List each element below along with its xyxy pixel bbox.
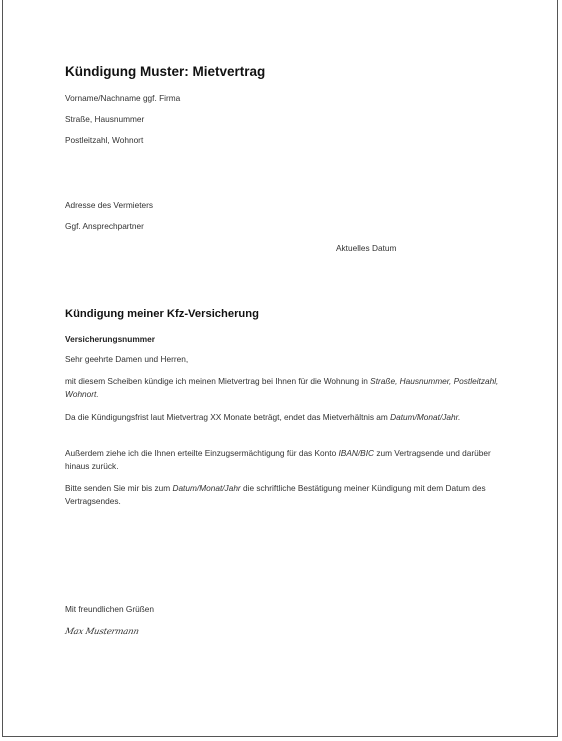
sender-city: Postleitzahl, Wohnort: [65, 135, 144, 145]
paragraph-3-iban: IBAN/BIC: [338, 448, 375, 458]
recipient-address: Adresse des Vermieters: [65, 200, 154, 210]
paragraph-4-text-end: die schriftliche Bestätigung meiner Kündigung mit dem Datum des Vertragsendes.: [65, 483, 486, 506]
policy-number-label: Versicherungsnummer: [65, 334, 155, 344]
paragraph-2: [65, 411, 505, 424]
paragraph-1-address: Straße, Hausnummer, Postleitzahl, Wohnort.: [65, 376, 499, 399]
paragraph-4: [65, 482, 505, 507]
sender-street: Straße, Hausnummer: [65, 114, 145, 124]
signature: Max Mustermann: [63, 627, 140, 637]
paragraph-1-text: mit diesem Scheiben kündige ich meinen Mietvertrag bei Ihnen für die Wohnung in: [65, 376, 371, 386]
document-page: [2, 0, 558, 737]
paragraph-4-date: Datum/Monat/Jahr: [172, 483, 241, 493]
letter-subject: Kündigung meiner Kfz-Versicherung: [65, 308, 259, 320]
paragraph-2-text: Da die Kündigungsfrist laut Mietvertrag XX Monate beträgt, endet das Mietverhältnis am: [65, 412, 391, 422]
letter-date: Aktuelles Datum: [336, 243, 397, 253]
document-title: Kündigung Muster: Mietvertrag: [65, 64, 266, 79]
sender-name: Vorname/Nachname ggf. Firma: [65, 93, 181, 103]
recipient-contact: Ggf. Ansprechpartner: [65, 221, 144, 231]
paragraph-1: [65, 375, 505, 400]
paragraph-2-date: Datum/Monat/Jahr.: [390, 412, 461, 422]
salutation: Sehr geehrte Damen und Herren,: [65, 354, 189, 364]
paragraph-4-text: Bitte senden Sie mir bis zum: [65, 483, 173, 493]
paragraph-3: [65, 447, 505, 472]
closing-greeting: Mit freundlichen Grüßen: [65, 604, 155, 614]
paragraph-3-text-end: zum Vertragsende und darüber hinaus zurück.: [65, 448, 491, 471]
paragraph-3-text: Außerdem ziehe ich die Ihnen erteilte Einzugsermächtigung für das Konto: [65, 448, 339, 458]
